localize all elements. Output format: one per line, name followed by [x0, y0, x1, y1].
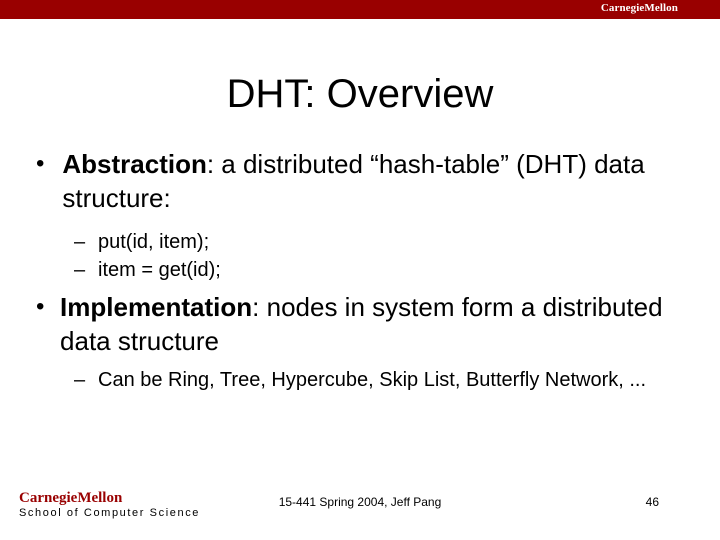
footer-course-info: 15-441 Spring 2004, Jeff Pang [278, 495, 442, 509]
slide-title: DHT: Overview [226, 72, 494, 116]
bullet-2-text [60, 290, 676, 358]
sub-item-text: Can be Ring, Tree, Hypercube, Skip List, Butterfly Network, ... [98, 369, 647, 391]
bullet-1-text [62, 147, 676, 215]
sub-item-text: item = get(id); [98, 259, 221, 281]
cmu-logo-subtitle: School of Computer Science [19, 507, 201, 519]
sub-marker: – [74, 259, 86, 281]
bullet-1-body: : a distributed “hash-table” (DHT) data structure: [62, 149, 645, 213]
bullet-2 [36, 290, 676, 358]
sub-item-get [74, 256, 221, 284]
bullet-2-term: Implementation [60, 292, 253, 322]
header-logo-text: CarnegieMellon [600, 2, 678, 14]
sub-marker: – [74, 369, 86, 391]
bullet-marker: • [36, 293, 45, 320]
bullet-marker: • [36, 150, 45, 177]
sub-item-structures [74, 366, 674, 394]
page-number: 46 [645, 495, 659, 509]
header-bar [0, 0, 720, 19]
sub-item-text: put(id, item); [98, 231, 210, 253]
cmu-logo-wordmark: CarnegieMellon [19, 490, 123, 506]
sub-item-put [74, 228, 209, 256]
bullet-1 [36, 147, 676, 215]
bullet-1-term: Abstraction [62, 149, 207, 179]
sub-marker: – [74, 231, 86, 253]
bullet-2-body: : nodes in system form a distributed data structure [60, 292, 663, 356]
